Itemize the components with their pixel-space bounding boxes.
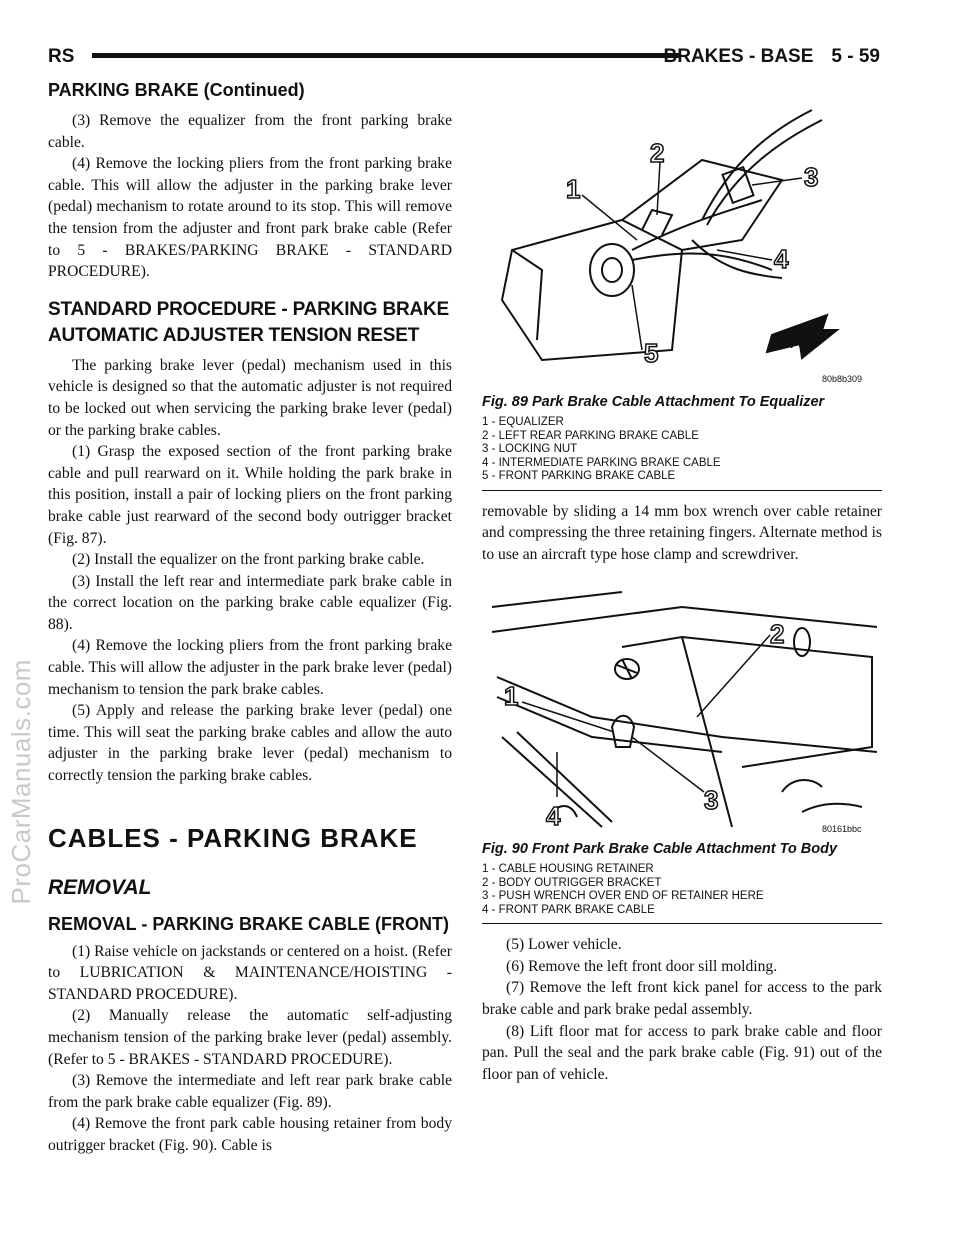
paragraph: The parking brake lever (pedal) mechanism used in this vehicle is designed so that the automatic adjuster is not required to be locked out when servicing the parking brake lever (pedal) or the parking brake cables. xyxy=(48,356,452,439)
outrigger-illustration xyxy=(482,587,882,837)
removal-heading: REMOVAL xyxy=(48,875,152,899)
paragraph: (5) Apply and release the parking brake lever (pedal) one time. This will seat the parking brake cables and allow the auto adjuster in the parking brake lever (pedal) mechanism to correctly tension the parking brake cables. xyxy=(48,702,452,785)
figure-legend xyxy=(482,416,882,484)
figure-caption: Fig. 89 Park Brake Cable Attachment To Equalizer xyxy=(482,394,825,410)
figure-code: 80161bbc xyxy=(822,824,862,835)
section-heading: STANDARD PROCEDURE - PARKING BRAKE AUTOMATIC ADJUSTER TENSION RESET xyxy=(48,298,450,346)
paragraph: (6) Remove the left front door sill molding. xyxy=(506,957,778,975)
figure-rule xyxy=(482,923,882,924)
legend-item: 1 - EQUALIZER xyxy=(482,416,564,428)
paragraph: (3) Remove the equalizer from the front parking brake cable. xyxy=(48,112,452,151)
figure-rule xyxy=(482,490,882,491)
paragraph: removable by sliding a 14 mm box wrench over cable retainer and compressing the three retaining fingers. Alternate method is to use an aircraft type hose clamp and screwdriver. xyxy=(482,502,882,563)
paragraph: (2) Install the equalizer on the front parking brake cable. xyxy=(72,551,425,569)
legend-item: 2 - BODY OUTRIGGER BRACKET xyxy=(482,876,662,889)
figure-legend xyxy=(482,863,882,917)
legend-item: 4 - INTERMEDIATE PARKING BRAKE CABLE xyxy=(482,456,721,469)
paragraph: (4) Remove the locking pliers from the front parking brake cable. This will allow the adjuster in the parking brake lever (pedal) mechanism to rotate around to its stop. This will remove the tension from the adjuster and front park brake cable (Refer to 5 - BRAKES/PARKING BRAKE - STANDARD PROCEDURE). xyxy=(48,155,452,281)
callout-3: 3 xyxy=(804,162,819,192)
equalizer-illustration xyxy=(482,100,882,390)
fwd-label: FWD xyxy=(790,337,818,351)
paragraph: (4) Remove the front park cable housing retainer from body outrigger bracket (Fig. 90). Cable is xyxy=(48,1115,452,1154)
chapter-title: BRAKES - BASE xyxy=(663,46,814,67)
procedure-heading: REMOVAL - PARKING BRAKE CABLE (FRONT) xyxy=(48,913,449,934)
paragraph: (3) Remove the intermediate and left rear park brake cable from the park brake cable equalizer (Fig. 89). xyxy=(48,1072,452,1111)
callout-5: 5 xyxy=(644,338,659,368)
left-column xyxy=(48,110,452,1157)
continued-heading: PARKING BRAKE (Continued) xyxy=(48,80,305,100)
paragraph: (4) Remove the locking pliers from the front parking brake cable. This will allow the adjuster in the park brake lever (pedal) mechanism to tension the park brake cables. xyxy=(48,637,452,698)
chapter-heading: CABLES - PARKING BRAKE xyxy=(48,822,418,853)
paragraph: (8) Lift floor mat for access to park brake cable and floor pan. Pull the seal and the park brake cable (Fig. 91) out of the floor pan of vehicle. xyxy=(482,1022,882,1083)
callout-3: 3 xyxy=(704,785,719,816)
legend-item: 2 - LEFT REAR PARKING BRAKE CABLE xyxy=(482,429,699,442)
legend-item: 1 - CABLE HOUSING RETAINER xyxy=(482,863,654,876)
paragraph: (3) Install the left rear and intermediate park brake cable in the correct location on the parking brake cable equalizer (Fig. 88). xyxy=(48,572,452,633)
figure-caption: Fig. 90 Front Park Brake Cable Attachment To Body xyxy=(482,841,838,858)
page-header xyxy=(48,42,880,70)
callout-1: 1 xyxy=(504,681,519,712)
paragraph: (2) Manually release the automatic self-adjusting mechanism tension of the parking brake lever (pedal) assembly. (Refer to 5 - BRAKES - STANDARD PROCEDURE). xyxy=(48,1007,452,1068)
paragraph: (5) Lower vehicle. xyxy=(506,936,622,954)
callout-4: 4 xyxy=(774,244,789,274)
paragraph: (1) Grasp the exposed section of the front parking brake cable and pull rearward on it. While holding the park brake in this position, install a pair of locking pliers on the front parking brake cable just rearward of the second body outrigger bracket (Fig. 87). xyxy=(48,443,452,547)
legend-item: 3 - LOCKING NUT xyxy=(482,443,578,455)
paragraph: (1) Raise vehicle on jackstands or centered on a hoist. (Refer to LUBRICATION & MAINTENANCE/HOISTING - STANDARD PROCEDURE). xyxy=(48,942,452,1003)
callout-4: 4 xyxy=(546,801,561,832)
header-right xyxy=(664,46,881,68)
callout-2: 2 xyxy=(650,138,665,168)
header-rule xyxy=(92,53,680,58)
paragraph: (7) Remove the left front kick panel for access to the park brake cable and park brake pedal assembly. xyxy=(482,979,882,1019)
page-number: 5 - 59 xyxy=(831,46,880,67)
figure-code: 80b8b309 xyxy=(822,374,863,384)
callout-1: 1 xyxy=(566,174,581,204)
figure-90 xyxy=(482,587,882,924)
right-column xyxy=(482,100,882,1085)
watermark: ProCarManuals.com xyxy=(6,659,36,905)
callout-2: 2 xyxy=(770,619,785,650)
figure-89 xyxy=(482,100,882,491)
legend-item: 5 - FRONT PARKING BRAKE CABLE xyxy=(482,470,676,482)
legend-item: 4 - FRONT PARK BRAKE CABLE xyxy=(482,903,655,916)
legend-item: 3 - PUSH WRENCH OVER END OF RETAINER HERE xyxy=(482,890,764,903)
section-code: RS xyxy=(48,46,75,67)
